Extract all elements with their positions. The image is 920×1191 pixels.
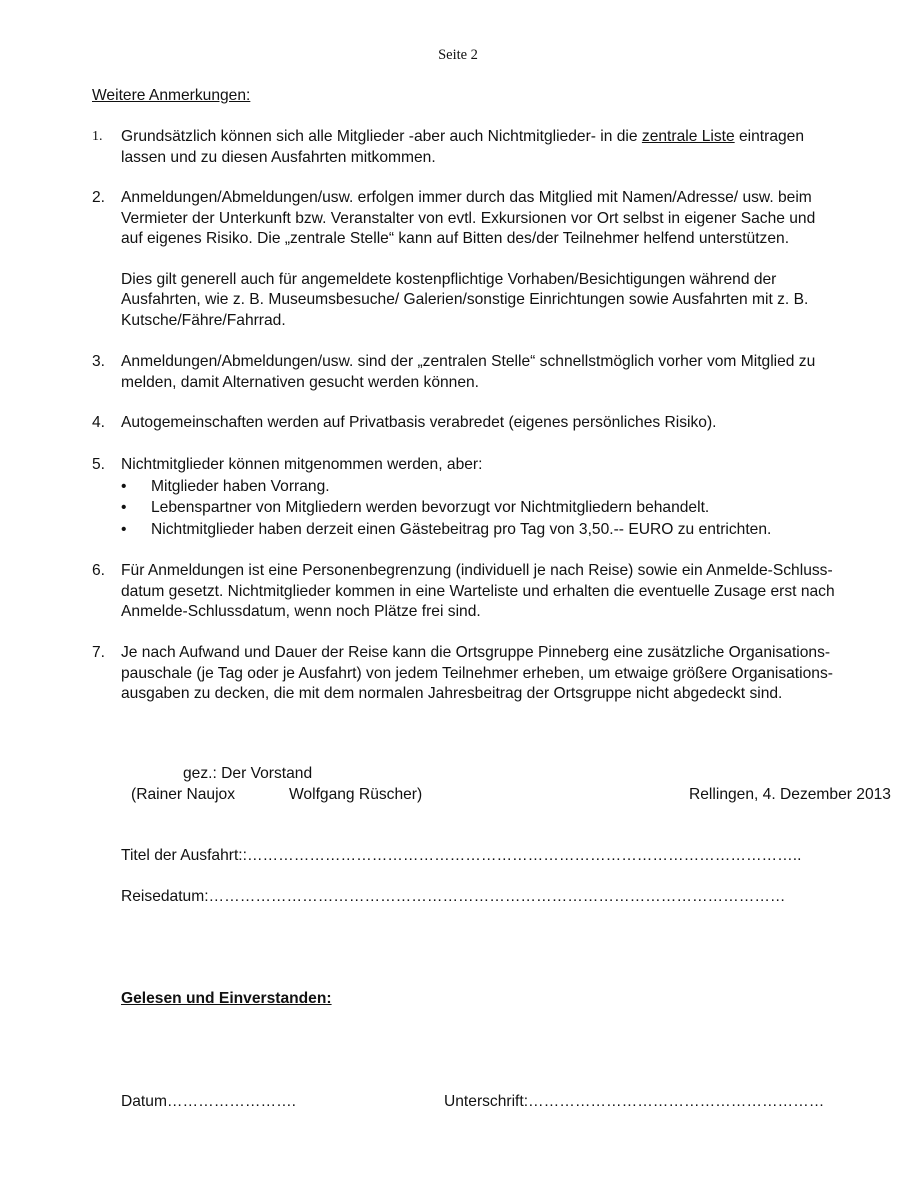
item-body bbox=[121, 413, 716, 434]
item-text: Nichtmitglieder können mitgenommen werden, aber: bbox=[121, 456, 483, 473]
item-number: 7. bbox=[92, 644, 106, 661]
bullet-item: • Nichtmitglieder haben derzeit einen Gästebeitrag pro Tag von 3,50.-- EURO zu entrichten. bbox=[121, 520, 771, 541]
item-text: Vermieter der Unterkunft bzw. Veranstalter von evtl. Exkursionen vor Ort selbst in eigener Sache und bbox=[121, 209, 816, 227]
page-number: Seite 2 bbox=[438, 47, 478, 63]
item-text: Kutsche/Fähre/Fahrrad. bbox=[121, 311, 286, 329]
item-body bbox=[121, 127, 804, 168]
item-text: lassen und zu diesen Ausfahrten mitkommen. bbox=[121, 148, 436, 166]
bullet-icon: • bbox=[121, 499, 127, 517]
item-number: 1. bbox=[92, 129, 103, 144]
item-number: 2. bbox=[92, 189, 106, 206]
agreed-heading: Gelesen und Einverstanden: bbox=[121, 990, 332, 1007]
signed-by: gez.: Der Vorstand bbox=[183, 765, 313, 782]
item-number: 5. bbox=[92, 456, 106, 473]
signer-name-1: (Rainer Naujox bbox=[131, 786, 236, 803]
item-text: Dies gilt generell auch für angemeldete kostenpflichtige Vorhaben/Besichtigungen während der bbox=[121, 270, 777, 288]
item-text: melden, damit Alternativen gesucht werden können. bbox=[121, 373, 480, 391]
item-text: Anmelde-Schlussdatum, wenn noch Plätze frei sind. bbox=[121, 603, 481, 621]
item-text: datum gesetzt. Nichtmitglieder kommen in eine Warteliste und erhalten die eventuelle Zusage erst nach bbox=[121, 582, 835, 600]
item-text: auf eigenes Risiko. Die „zentrale Stelle“ kann auf Bitten des/der Teilnehmer helfend unterstützen. bbox=[121, 230, 790, 248]
item-text: Für Anmeldungen ist eine Personenbegrenzung (individuell je nach Reise) sowie ein Anmelde-Schluss- bbox=[121, 562, 833, 579]
zentrale-liste-text: zentrale Liste bbox=[641, 128, 735, 145]
item-number: 4. bbox=[92, 414, 106, 431]
place-date: Rellingen, 4. Dezember 2013 bbox=[689, 786, 891, 803]
item-number: 6. bbox=[92, 562, 106, 579]
bullet-icon: • bbox=[121, 520, 127, 538]
item-text: Anmeldungen/Abmeldungen/usw. sind der „zentralen Stelle“ schnellstmöglich vorher vom Mitglied zu bbox=[121, 353, 816, 370]
item-text: Anmeldungen/Abmeldungen/usw. erfolgen immer durch das Mitglied mit Namen/Adresse/ usw. beim bbox=[121, 189, 812, 206]
item-text: eintragen bbox=[734, 128, 805, 145]
item-body bbox=[121, 352, 815, 393]
item-text: Grundsätzlich können sich alle Mitglieder -aber auch Nichtmitglieder- in die bbox=[121, 128, 642, 145]
item-text: pauschale (je Tag oder je Ausfahrt) von jedem Teilnehmer erheben, um etwaige größere Organisations- bbox=[121, 664, 833, 682]
item-body bbox=[121, 188, 815, 332]
item-body bbox=[121, 643, 833, 705]
bullet-icon: • bbox=[121, 477, 127, 495]
item-text: Je nach Aufwand und Dauer der Reise kann die Ortsgruppe Pinneberg eine zusätzliche Organisations- bbox=[121, 644, 831, 661]
travel-date-field: Reisedatum:………………………………………………………………………………………………… bbox=[121, 888, 786, 905]
bullet-list bbox=[121, 477, 771, 541]
date-field: Datum……………………. bbox=[121, 1093, 297, 1110]
item-number: 3. bbox=[92, 353, 106, 370]
item-body bbox=[121, 455, 771, 540]
signature-field: Unterschrift:………………………………………………… bbox=[444, 1093, 825, 1110]
item-text: ausgaben zu decken, die mit dem normalen Jahresbeitrag der Ortsgruppe nicht abgedeckt sind. bbox=[121, 685, 783, 703]
item-text: Autogemeinschaften werden auf Privatbasis verabredet (eigenes persönliches Risiko). bbox=[121, 414, 717, 431]
item-text: Ausfahrten, wie z. B. Museumsbesuche/ Galerien/sonstige Einrichtungen sowie Ausfahrten mit z. B. bbox=[121, 291, 809, 309]
trip-title-field: Titel der Ausfahrt::…………………………………………………………………………………………….. bbox=[121, 847, 802, 864]
bullet-item: • Mitglieder haben Vorrang. bbox=[121, 477, 771, 498]
bullet-item: • Lebenspartner von Mitgliedern werden bevorzugt vor Nichtmitgliedern behandelt. bbox=[121, 498, 771, 519]
section-heading: Weitere Anmerkungen: bbox=[92, 87, 251, 104]
item-body bbox=[121, 561, 835, 623]
signer-name-2: Wolfgang Rüscher) bbox=[289, 786, 423, 803]
